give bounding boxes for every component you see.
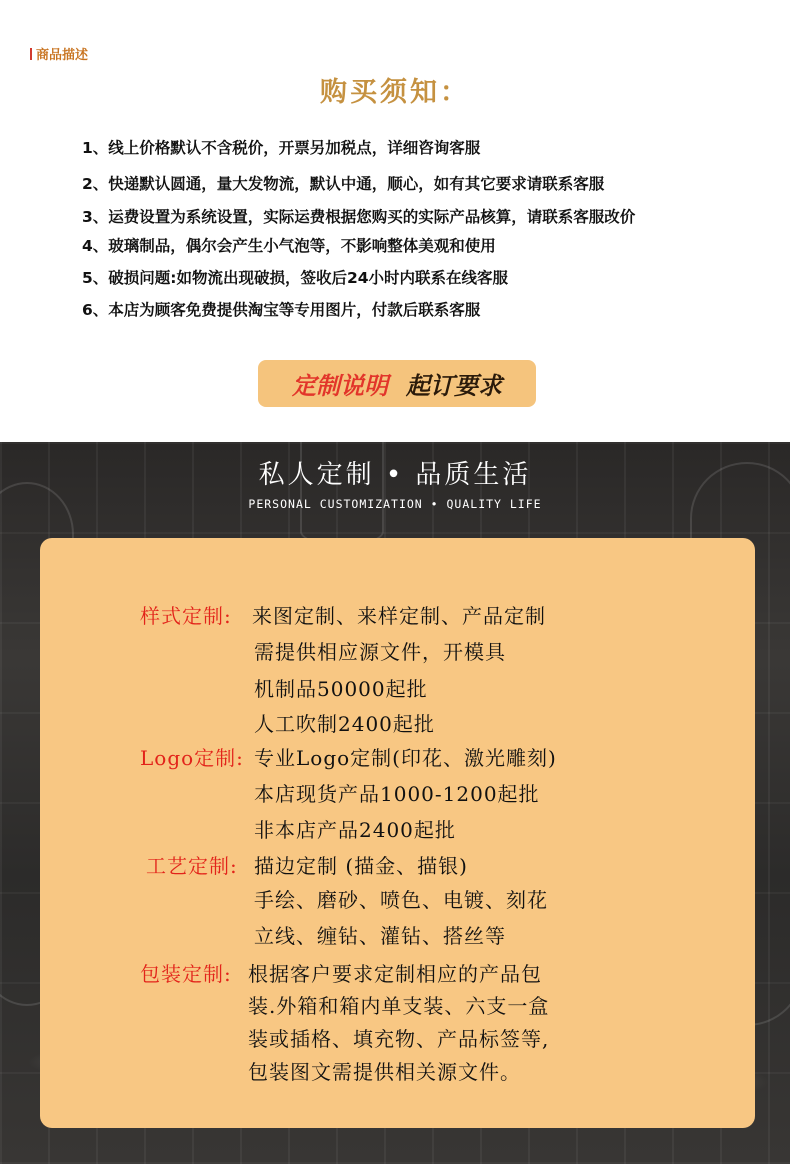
notice-title: 购买须知： bbox=[320, 77, 470, 108]
section-label: 样式定制: bbox=[140, 604, 232, 628]
tag-label: 商品描述 bbox=[36, 48, 89, 63]
notice-item: 4、玻璃制品，偶尔会产生小气泡等，不影响整体美观和使用 bbox=[82, 237, 496, 255]
section-line: 装.外箱和箱内单支装、六支一盒 bbox=[248, 994, 550, 1018]
section-line: 本店现货产品1000-1200起批 bbox=[254, 782, 540, 806]
custom-section bbox=[0, 442, 790, 1164]
section-line: 立线、缠钻、灌钻、搭丝等 bbox=[254, 924, 506, 948]
tag-bar bbox=[30, 48, 32, 60]
custom-subtitle: PERSONAL CUSTOMIZATION • QUALITY LIFE bbox=[248, 497, 542, 511]
banner-part2: 起订要求 bbox=[406, 371, 502, 400]
section-line: 装或插格、填充物、产品标签等, bbox=[248, 1027, 550, 1051]
section-line: 机制品50000起批 bbox=[254, 677, 428, 701]
section-line: 根据客户要求定制相应的产品包 bbox=[248, 962, 542, 986]
custom-banner bbox=[258, 360, 536, 407]
notice-item: 3、运费设置为系统设置，实际运费根据您购买的实际产品核算，请联系客服改价 bbox=[82, 208, 636, 226]
custom-card bbox=[40, 538, 755, 1128]
notice-item: 1、线上价格默认不含税价，开票另加税点，详细咨询客服 bbox=[82, 139, 481, 157]
section-line: 需提供相应源文件，开模具 bbox=[254, 640, 506, 664]
banner-part1: 定制说明 bbox=[292, 371, 388, 400]
section-label: 包装定制: bbox=[140, 962, 232, 986]
custom-title: 私人定制 • 品质生活 bbox=[258, 460, 532, 490]
section-tag bbox=[30, 44, 88, 63]
section-line: 人工吹制2400起批 bbox=[254, 712, 435, 736]
section-line: 来图定制、来样定制、产品定制 bbox=[252, 604, 546, 628]
section-line: 手绘、磨砂、喷色、电镀、刻花 bbox=[254, 888, 548, 912]
notice-item: 5、破损问题:如物流出现破损，签收后24小时内联系在线客服 bbox=[82, 269, 509, 287]
section-line: 包装图文需提供相关源文件。 bbox=[248, 1060, 521, 1084]
notice-section bbox=[0, 0, 790, 442]
section-line: 非本店产品2400起批 bbox=[254, 818, 456, 842]
notice-item: 6、本店为顾客免费提供淘宝等专用图片，付款后联系客服 bbox=[82, 301, 481, 319]
section-line: 专业Logo定制(印花、激光雕刻) bbox=[254, 746, 557, 770]
section-line: 描边定制 (描金、描银) bbox=[254, 854, 468, 878]
section-label: Logo定制: bbox=[140, 746, 244, 770]
section-label: 工艺定制: bbox=[146, 854, 238, 878]
notice-item: 2、快递默认圆通，量大发物流，默认中通，顺心，如有其它要求请联系客服 bbox=[82, 175, 605, 193]
